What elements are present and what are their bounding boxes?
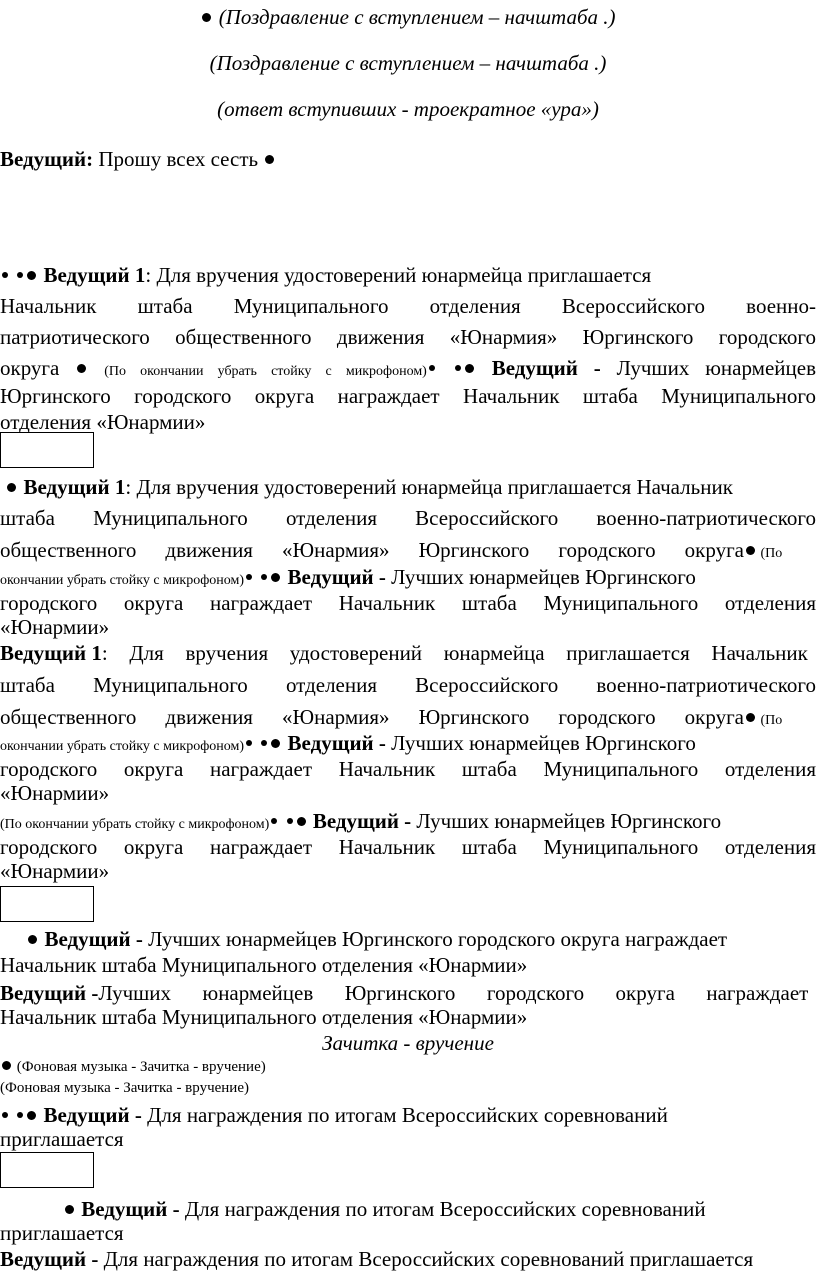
block1-text-1: : Для вручения удостоверений юнармейца приглашается [145,263,652,287]
award1-line-1 [0,1102,816,1128]
block3-text-4b: Лучших юнармейцев Юргинского [385,731,696,755]
bullet-icon [261,740,267,746]
block1-line-1 [0,262,816,288]
block2-text-1: : Для вручения удостоверений юнармейца приглашается Начальник [125,475,733,499]
award1-line-2: приглашается [0,1127,124,1151]
block5-line-1 [0,926,816,952]
block1-line-6: отделения «Юнармии» [0,410,206,434]
bullet-icon [7,483,16,492]
award3-line-1 [0,1246,816,1272]
block3-line-5: городского округа награждает Начальник штаба Муниципального отделения [0,757,816,781]
stage-note: (По [757,546,783,561]
bullet-icon [65,1205,74,1214]
block3-line-1 [0,640,816,666]
bullet-icon [246,574,252,580]
speaker-label: Ведущий - [43,1103,142,1127]
bullet-icon [265,155,274,164]
block3-line-2: штаба Муниципального отделения Всероссийского военно-патриотического [0,673,816,697]
block2-line-5: городского округа награждает Начальник штаба Муниципального отделения [0,591,816,615]
block2-line-2: штаба Муниципального отделения Всероссийского военно-патриотического [0,506,816,530]
speaker-label: Ведущий 1 [43,263,146,287]
header-text-1: (Поздравление с вступлением – начштаба .) [218,5,616,29]
empty-frame [0,1152,94,1188]
intro-text: Прошу всех сесть [93,147,264,171]
block4-line-2: городского округа награждает Начальник штаба Муниципального отделения [0,835,816,859]
bullet-icon [28,935,37,944]
bullet-icon [2,1112,8,1118]
bullet-icon [2,1061,11,1070]
bullet-icon [27,271,36,280]
block6-line-1 [0,980,816,1006]
block4-text-1: Лучших юнармейцев Юргинского [411,809,722,833]
music-text-1: (Фоновая музыка - Зачитка - вручение) [13,1059,266,1075]
bullet-icon [297,817,306,826]
bullet-icon [271,818,277,824]
speaker-label: Ведущий - [287,731,386,755]
speaker-label: Ведущий 1 [0,641,102,665]
speaker-label: Ведущий - [287,565,386,589]
stage-note: окончании убрать стойку с микрофоном) [0,739,245,754]
stage-note: окончании убрать стойку с микрофоном) [0,573,245,588]
bullet-icon [455,365,461,371]
block3-line-6: «Юнармии» [0,781,110,805]
speaker-label: Ведущий 1 [23,475,126,499]
bullet-icon [271,739,280,748]
bullet-icon [429,365,435,371]
stage-note: (По окончании убрать стойку с микрофоном) [0,817,270,832]
bullet-icon [77,364,86,373]
music-line-1 [0,1057,816,1077]
speaker-label: Ведущий - [44,927,143,951]
block5-line-2: Начальник штаба Муниципального отделения «Юнармии» [0,953,528,977]
bullet-icon [287,818,293,824]
bullet-icon [261,574,267,580]
intro-line [0,146,816,172]
block3-text-3: общественного движения «Юнармия» Юргинского городского округа [0,705,744,729]
empty-frame [0,886,94,922]
empty-frame [0,432,94,468]
bullet-icon [17,1112,23,1118]
bullet-icon [17,272,23,278]
speaker-label: Ведущий - [0,1247,99,1271]
block2-line-3 [0,537,816,567]
bullet-icon [465,364,474,373]
bullet-icon [246,740,252,746]
header-line-1 [0,4,816,30]
bullet-icon [2,272,8,278]
block6-line-2: Начальник штаба Муниципального отделения «Юнармии» [0,1005,528,1029]
stage-note: (По окончании убрать стойку с микрофоном) [104,364,427,379]
header-line-3: (ответ вступивших - троекратное «ура») [217,97,599,121]
bullet-icon [202,13,211,22]
block6-text-1: Лучших юнармейцев Юргинского городского округа награждает [98,981,809,1005]
bullet-icon [27,1111,36,1120]
award1-text-1: Для награждения по итогам Всероссийских соревнований [141,1103,668,1127]
bullet-icon [746,546,755,555]
award2-line-1 [0,1196,816,1222]
block4-line-3: «Юнармии» [0,859,110,883]
block1-line-3: патриотического общественного движения «Юнармия» Юргинского городского [0,325,816,349]
bullet-icon [746,713,755,722]
block1-line-5: Юргинского городского округа награждает Начальник штаба Муниципального [0,384,816,408]
speaker-label: Ведущий - [81,1197,180,1221]
speaker-label: Ведущий: [0,147,94,171]
block2-line-6: «Юнармии» [0,615,110,639]
header-line-2: (Поздравление с вступлением – начштаба .) [209,51,607,75]
zachitka-line: Зачитка - вручение [322,1031,494,1055]
block1-line-2: Начальник штаба Муниципального отделения Всероссийского военно- [0,294,816,318]
block2-line-1 [0,474,816,500]
music-line-2: (Фоновая музыка - Зачитка - вручение) [0,1080,249,1096]
block5-text-1: Лучших юнармейцев Юргинского городского округа награждает [142,927,728,951]
block1-text-4b: Лучших юнармейцев [600,356,816,380]
speaker-label: Ведущий - [491,356,601,380]
speaker-label: Ведущий - [312,809,412,833]
award3-text-1: Для награждения по итогам Всероссийских соревнований приглашается [98,1247,754,1271]
block1-text-4a: округа [0,356,76,380]
block3-text-1: : Для вручения удостоверений юнармейца приглашается Начальник [101,641,808,665]
speaker-label: Ведущий - [0,981,99,1005]
award2-line-2: приглашается [0,1221,124,1245]
stage-note: (По [757,713,783,728]
block1-line-4 [0,355,816,385]
block2-text-4b: Лучших юнармейцев Юргинского [385,565,696,589]
block2-text-3: общественного движения «Юнармия» Юргинского городского округа [0,538,744,562]
bullet-icon [271,573,280,582]
award2-text-1: Для награждения по итогам Всероссийских соревнований [179,1197,706,1221]
